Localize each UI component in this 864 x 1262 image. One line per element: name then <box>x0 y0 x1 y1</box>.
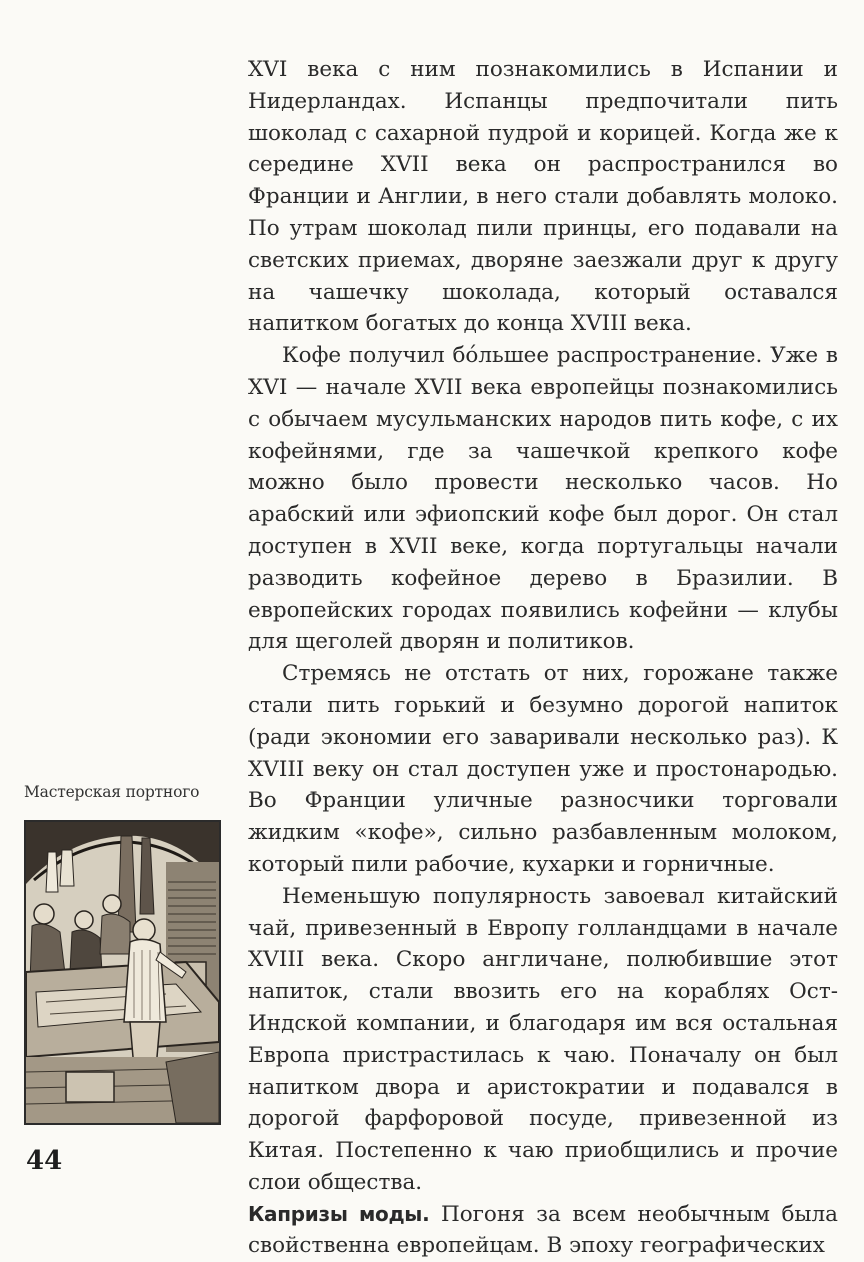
paragraph-tea: Неменьшую популярность завоевал китайский чай, привезенный в Европу голландцами в начале XVIII века. Скоро англичане, полюбившие этот напиток, стали ввозить его на кораблях Ост-Индской компании, и благодаря им вся остальная Европа пристрастилась к чаю. Поначалу он был напитком двора и аристократии и подавался в дорогой фарфоровой посуде, привезенной из Китая. Постепенно к чаю приобщились и прочие слои общества. <box>248 883 838 1195</box>
figure-caption: Мастерская портного <box>24 783 200 801</box>
tailor-workshop-engraving <box>24 820 221 1125</box>
page-number: 44 <box>26 1146 63 1176</box>
section-heading-inline: Капризы моды. <box>248 1201 430 1226</box>
paragraph-fashion: Капризы моды. Погоня за всем необычным была свойственна европейцам. В эпоху географических <box>248 1201 839 1259</box>
main-text-column <box>248 54 838 1262</box>
paragraph-chocolate: XVI века с ним познакомились в Испании и Нидерландах. Испанцы предпочитали пить шоколад с сахарной пудрой и корицей. Когда же к середине XVII века он распространился во Франции и Англии, в него стали добавлять молоко. По утрам шоколад пили принцы, его подавали на светских приемах, дворяне заезжали друг к другу на чашечку шоколада, который оставался напитком богатых до конца XVIII века. <box>248 57 838 337</box>
paragraph-townspeople: Стремясь не отстать от них, горожане также стали пить горький и безумно дорогой напиток (ради экономии его заваривали несколько раз). К XVIII веку он стал доступен уже и простонародью. Во Франции уличные разносчики торговали жидким «кофе», сильно разбавленным молоком, который пили рабочие, кухарки и горничные. <box>248 661 838 877</box>
paragraph-coffee: Кофе получил бо́льшее распространение. Уже в XVI — начале XVII века европейцы познакомились с обычаем мусульманских народов пить кофе, с их кофейнями, где за чашечкой крепкого кофе можно было провести несколько часов. Но арабский или эфиопский кофе был дорог. Он стал доступен в XVII веке, когда португальцы начали разводить кофейное дерево в Бразилии. В европейских городах появились кофейни — клубы для щеголей дворян и политиков. <box>248 343 838 655</box>
